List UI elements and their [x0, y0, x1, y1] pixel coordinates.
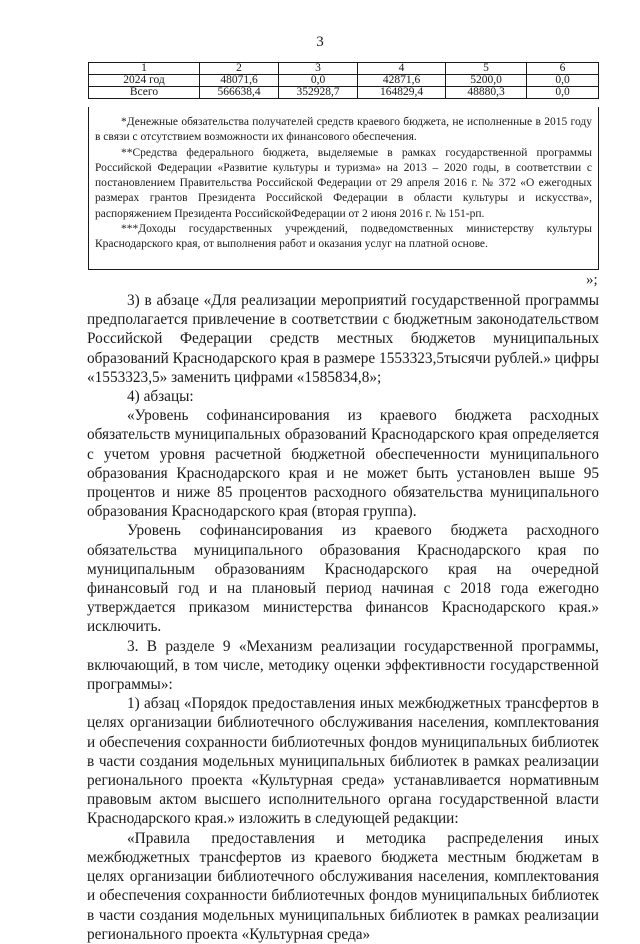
paragraph: 1) абзац «Порядок предоставления иных межбюджетных трансфертов в целях организации библиотечного обслуживания населения, комплектования и обеспечения сохранности библиотечных фондов муниципальных библиотек в части создания модельных муниципальных библиотек в рамках реализации регионального проекта «Культурная среда» устанавливается нормативным правовым актом высшего исполнительного органа государственной власти Краснодарского края.» изложить в следующей редакции: [87, 695, 599, 828]
table-cell: Всего [89, 87, 200, 99]
table-cell: 0,0 [527, 87, 599, 99]
footnote-1: *Денежные обязательства получателей средств краевого бюджета, не исполненные в 2015 году в связи с отсутствием возможности их финансового обеспечения. [95, 116, 592, 144]
table-cell: 0,0 [279, 75, 358, 87]
header-cell: 5 [446, 63, 527, 75]
paragraph: «Уровень софинансирования из краевого бюджета расходных обязательств муниципальных образований Краснодарского края определяется с учетом уровня расчетной бюджетной обеспеченности муниципального образования Краснодарского края и не может быть установлен выше 95 процентов и ниже 85 процентов расходного обязательства муниципального образования Краснодарского края (вторая группа). [87, 407, 599, 521]
table-cell: 5200,0 [446, 75, 527, 87]
table-row [89, 75, 599, 87]
table-header-row [89, 63, 599, 75]
header-cell: 3 [279, 63, 358, 75]
footnote-2: **Средства федерального бюджета, выделяемые в рамках государственной программы Российской Федерации «Развитие культуры и туризма» на 2013 – 2020 годы, в соответствии с постановлением Правительства Российской Федерации от 29 апреля 2016 г. № 372 «О ежегодных размерах грантов Президента Российской Федерации в области культуры и искусства», распоряжением Президента РоссийскойФедерации от 2 июня 2016 г. № 151-рп. [95, 146, 592, 220]
paragraph: 3. В разделе 9 «Механизм реализации государственной программы, включающий, в том числе, методику оценки эффективности государственной программы»: [87, 637, 599, 694]
header-cell: 4 [358, 63, 446, 75]
table-cell: 0,0 [527, 75, 599, 87]
paragraph: 3) в абзаце «Для реализации мероприятий государственной программы предполагается привлечение в соответствии с бюджетным законодательством Российской Федерации средств местных бюджетов муниципальных образований Краснодарского края в размере 1553323,5тысячи рублей.» цифры «1553323,5» заменить цифрами «1585834,8»; [87, 292, 599, 386]
footnote-3: ***Доходы государственных учреждений, подведомственных министерству культуры Краснодарского края, от выполнения работ и оказания услуг на платной основе. [95, 223, 592, 251]
table-cell: 48880,3 [446, 87, 527, 99]
table-cell: 48071,6 [200, 75, 279, 87]
document-body [87, 291, 599, 944]
table-cell: 352928,7 [279, 87, 358, 99]
header-cell: 6 [527, 63, 599, 75]
quote-close-mark: »; [586, 272, 598, 288]
paragraph: Уровень софинансирования из краевого бюджета расходного обязательства муниципального образования Краснодарского края по муниципальным образованиям Краснодарского края на очередной финансовый год и на плановый период начиная с 2018 года ежегодно утверждается приказом министерства финансов Краснодарского края.» исключить. [87, 522, 599, 636]
header-cell: 2 [200, 63, 279, 75]
header-cell: 1 [89, 63, 200, 75]
budget-table [88, 62, 599, 99]
table-cell: 2024 год [89, 75, 200, 87]
table-cell: 164829,4 [358, 87, 446, 99]
paragraph: 4) абзацы: [127, 388, 194, 406]
table-footnotes [88, 107, 599, 270]
table-row [89, 87, 599, 99]
paragraph: «Правила предоставления и методика распределения иных межбюджетных трансфертов из краевого бюджета местным бюджетам в целях организации библиотечного обслуживания населения, комплектования и обеспечения сохранности библиотечных фондов муниципальных библиотек в части создания модельных муниципальных библиотек в рамках реализации регионального проекта «Культурная среда» [87, 829, 599, 943]
page-number: 3 [316, 34, 324, 50]
table-cell: 42871,6 [358, 75, 446, 87]
table-cell: 566638,4 [200, 87, 279, 99]
